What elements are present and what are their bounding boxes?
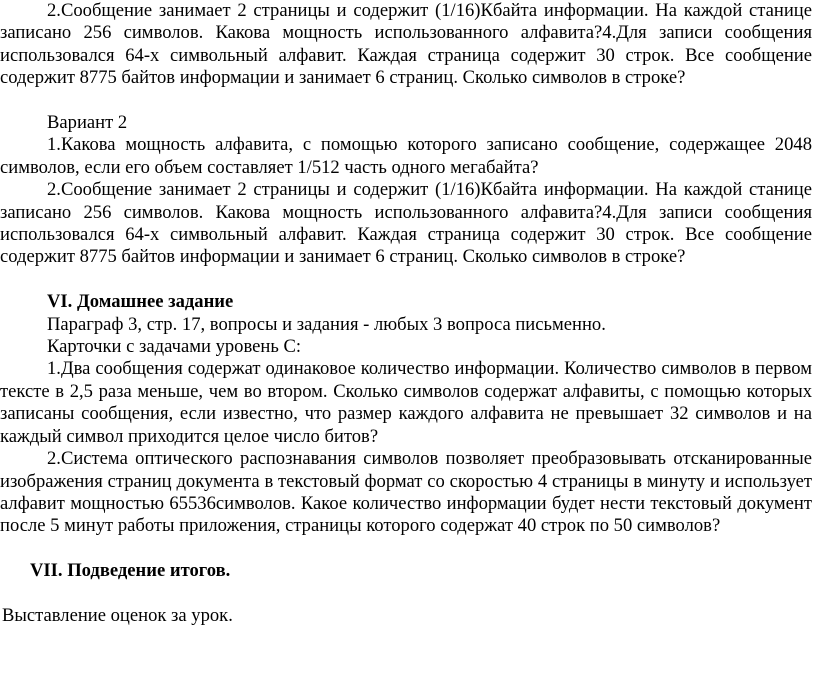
- blank-line: [0, 583, 816, 605]
- block1-task2-paragraph: 2.Сообщение занимает 2 страницы и содержит (1/16)Кбайта информации. На каждой станице записано 256 символов. Какова мощность использованного алфавита?4.Для записи сообщения использовался 64-х символьный алфавит. Каждая страница содержит 30 строк. Все сообщение содержит 8775 байтов информации и занимает 6 страниц. Сколько символов в строке?: [0, 0, 812, 89]
- homework-task1-paragraph: 1.Два сообщения содержат одинаковое количество информации. Количество символов в первом тексте в 2,5 раза меньше, чем во втором. Сколько символов содержат алфавиты, с помощью которых записаны сообщения, если известно, что размер каждого алфавита не превышает 32 символов и на каждый символ приходится целое число битов?: [0, 358, 812, 447]
- homework-task2-paragraph: 2.Система оптического распознавания символов позволяет преобразовывать отсканированные изображения страниц документа в текстовый формат со скоростью 4 страницы в минуту и использует алфавит мощностью 65536символов. Какое количество информации будет нести текстовый документ после 5 минут работы приложения, страницы которого содержат 40 строк по 50 символов?: [0, 448, 812, 537]
- summary-line1: Выставление оценок за урок.: [2, 604, 233, 626]
- homework-heading: VI. Домашнее задание: [47, 291, 234, 313]
- variant2-title: Вариант 2: [47, 112, 128, 134]
- blank-line: [0, 90, 816, 112]
- blank-line: [0, 269, 816, 291]
- homework-line1: Параграф 3, стр. 17, вопросы и задания - любых 3 вопроса письменно.: [47, 313, 606, 335]
- summary-heading: VII. Подведение итогов.: [30, 560, 231, 582]
- homework-line2: Карточки с задачами уровень С:: [47, 336, 302, 358]
- variant2-task1-paragraph: 1.Какова мощность алфавита, с помощью которого записано сообщение, содержащее 2048 символов, если его объем составляет 1/512 часть одного мегабайта?: [0, 134, 812, 178]
- blank-line: [0, 538, 816, 560]
- variant2-task2-paragraph: 2.Сообщение занимает 2 страницы и содержит (1/16)Кбайта информации. На каждой станице записано 256 символов. Какова мощность использованного алфавита?4.Для записи сообщения использовался 64-х символьный алфавит. Каждая страница содержит 30 строк. Все сообщение содержит 8775 байтов информации и занимает 6 страниц. Сколько символов в строке?: [0, 179, 812, 268]
